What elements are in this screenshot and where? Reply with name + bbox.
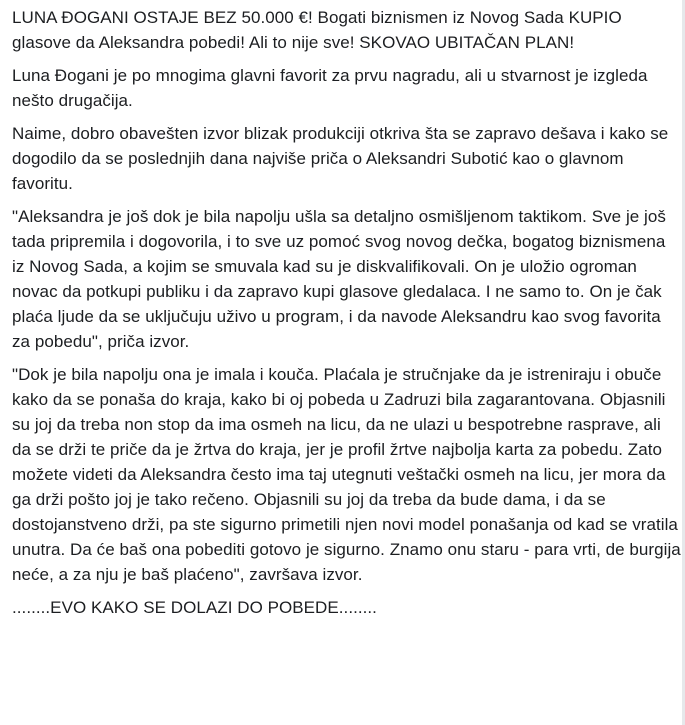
post-see-more-line: ........EVO KAKO SE DOLAZI DO POBEDE........ (12, 598, 377, 617)
post-paragraph-intro: Luna Đogani je po mnogima glavni favorit za prvu nagradu, ali u stvarnost je izgleda nešto drugačija. (12, 66, 648, 110)
post-paragraph-quote-2: "Dok je bila napolju ona je imala i kouča. Plaćala je stručnjake da je istreniraju i obuče kako da se ponaša do kraja, kako bi oj pobeda u Zadruzi bila zagarantovana. Objasnili su joj da treba non stop da ima osmeh na licu, da ne ulazi u bespotrebne rasprave, ali da se drži te priče da je žrtva do kraja, jer je profil žrtve najbolja karta za pobedu. Zato možete videti da Aleksandra često ima taj utegnuti veštački osmeh na licu, jer mora da ga drži pošto joj je tako rečeno. Objasnili su joj da treba da bude dama, i da se dostojanstveno drži, pa ste sigurno primetili njen novi model ponašanja od kad se vratila unutra. Da će baš ona pobediti gotovo je sigurno. Znamo onu staru - para vrti, de burgija neće, a za nju je baš plaćeno", završava izvor. (12, 365, 681, 584)
post-paragraph-source: Naime, dobro obavešten izvor blizak produkciji otkriva šta se zapravo dešava i kako se dogodilo da se poslednjih dana najviše priča o Aleksandri Subotić kao o glavnom favoritu. (12, 124, 669, 193)
post-headline: LUNA ĐOGANI OSTAJE BEZ 50.000 €! Bogati biznismen iz Novog Sada KUPIO glasove da Aleksandra pobedi! Ali to nije sve! SKOVAO UBITAČAN PLAN! (12, 8, 622, 52)
post-paragraph-quote-1: "Aleksandra je još dok je bila napolju ušla sa detaljno osmišljenom taktikom. Sve je još tada pripremila i dogovorila, i to sve uz pomoć svog novog dečka, bogatog biznismena iz Novog Sada, a kojim se smuvala kad su je diskvalifikovali. On je uložio ogroman novac da potkupi publiku i da zapravo kupi glasove gledalaca. I ne samo to. On je čak plaća ljude da se uključuju uživo u program, i da navode Aleksandru kao svog favorita za pobedu", priča izvor. (12, 207, 666, 351)
